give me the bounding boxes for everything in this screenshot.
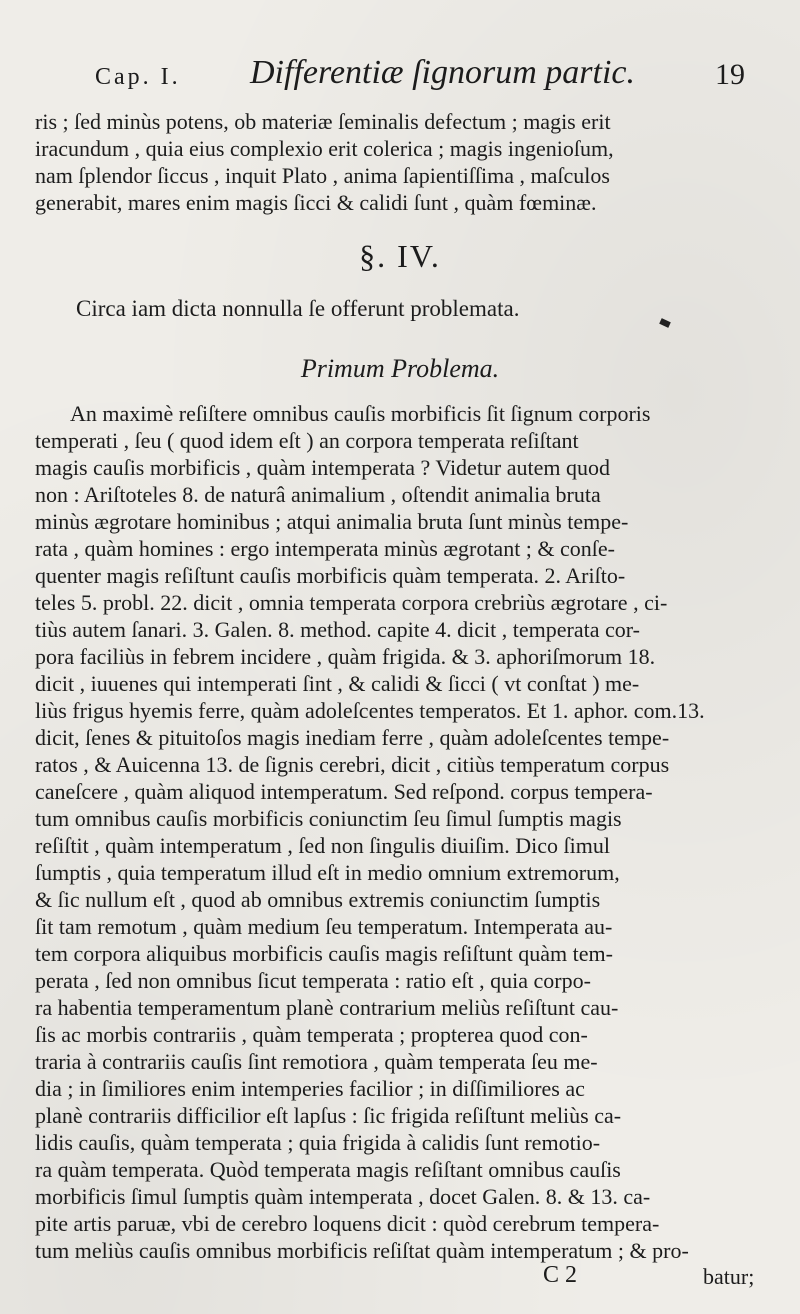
text-line: tem corpora aliquibus morbificis cauſis magis reſiſtunt quàm tem-	[35, 941, 613, 966]
text-line: ſit tam remotum , quàm medium ſeu temperatum. Intemperata au-	[35, 914, 613, 939]
page-number: 19	[715, 58, 745, 91]
text-line: teles 5. probl. 22. dicit , omnia temperata corpora crebriùs ægrotare , ci-	[35, 590, 668, 615]
text-line: An maximè reſiſtere omnibus cauſis morbificis ſit ſignum corporis	[70, 401, 651, 426]
catchword: batur;	[703, 1264, 755, 1289]
text-line: ris ; ſed minùs potens, ob materiæ ſeminalis defectum ; magis erit	[35, 109, 611, 134]
ink-blot	[659, 318, 671, 328]
text-line: nam ſplendor ſiccus , inquit Plato , anima ſapientiſſima , maſculos	[35, 163, 610, 188]
text-line: tiùs autem ſanari. 3. Galen. 8. method. capite 4. dicit , temperata cor-	[35, 617, 640, 642]
text-line: iracundum , quia eius complexio erit colerica ; magis ingenioſum,	[35, 136, 614, 161]
text-line: liùs frigus hyemis ferre, quàm adoleſcentes temperatos. Et 1. aphor. com.13.	[35, 698, 705, 723]
text-line: ſis ac morbis contrariis , quàm temperata ; propterea quod con-	[35, 1022, 588, 1047]
signature-mark: C 2	[543, 1262, 578, 1288]
text-line: tum meliùs cauſis omnibus morbificis reſiſtat quàm intemperatum ; & pro-	[35, 1238, 689, 1263]
intro-sentence: Circa iam dicta nonnulla ſe offerunt problemata.	[76, 296, 520, 321]
text-line: rata , quàm homines : ergo intemperata minùs ægrotant ; & conſe-	[35, 536, 616, 561]
text-line: ſumptis , quia temperatum illud eſt in medio omnium extremorum,	[35, 860, 620, 885]
text-line: planè contrariis difficilior eſt lapſus : ſic frigida reſiſtunt meliùs ca-	[35, 1103, 622, 1128]
text-line: pite artis paruæ, vbi de cerebro loquens dicit : quòd cerebrum tempera-	[35, 1211, 660, 1236]
section-heading: §. IV.	[359, 238, 441, 274]
text-line: minùs ægrotare hominibus ; atqui animalia bruta ſunt minùs tempe-	[35, 509, 629, 534]
text-line: reſiſtit , quàm intemperatum , ſed non ſingulis diuiſim. Dico ſimul	[35, 833, 610, 858]
text-line: dicit , iuuenes qui intemperati ſint , & calidi & ſicci ( vt conſtat ) me-	[35, 671, 640, 696]
text-line: tum omnibus cauſis morbificis coniunctim ſeu ſimul ſumptis magis	[35, 806, 622, 831]
text-line: perata , ſed non omnibus ſicut temperata : ratio eſt , quia corpo-	[35, 968, 591, 993]
chapter-label: Cap. I.	[95, 64, 181, 90]
running-header	[95, 56, 745, 100]
text-line: quenter magis reſiſtunt cauſis morbificis quàm temperata. 2. Ariſto-	[35, 563, 626, 588]
text-line: dicit, ſenes & pituitoſos magis inediam ferre , quàm adoleſcentes tempe-	[35, 725, 670, 750]
text-line: lidis cauſis, quàm temperata ; quia frigida à calidis ſunt remotio-	[35, 1130, 601, 1155]
text-line: ra habentia temperamentum planè contrarium meliùs reſiſtunt cau-	[35, 995, 619, 1020]
text-line: & ſic nullum eſt , quod ab omnibus extremis coniunctim ſumptis	[35, 887, 601, 912]
text-line: caneſcere , quàm aliquod intemperatum. Sed reſpond. corpus tempera-	[35, 779, 653, 804]
text-line: ra quàm temperata. Quòd temperata magis reſiſtant omnibus cauſis	[35, 1157, 621, 1182]
text-line: non : Ariſtoteles 8. de naturâ animalium , oſtendit animalia bruta	[35, 482, 601, 507]
text-line: morbificis ſimul ſumptis quàm intemperata , docet Galen. 8. & 13. ca-	[35, 1184, 651, 1209]
running-title: Differentiæ ſignorum partic.	[250, 54, 636, 91]
text-line: generabit, mares enim magis ſicci & calidi ſunt , quàm fœminæ.	[35, 190, 597, 215]
text-line: pora faciliùs in febrem incidere , quàm frigida. & 3. aphoriſmorum 18.	[35, 644, 656, 669]
problem-title: Primum Problema.	[300, 354, 500, 383]
text-line: magis cauſis morbificis , quàm intemperata ? Videtur autem quod	[35, 455, 611, 480]
text-line: ratos , & Auicenna 13. de ſignis cerebri, dicit , citiùs temperatum corpus	[35, 752, 670, 777]
text-line: traria à contrariis cauſis ſint remotiora , quàm temperata ſeu me-	[35, 1049, 598, 1074]
text-line: dia ; in ſimiliores enim intemperies facilior ; in diſſimiliores ac	[35, 1076, 585, 1101]
text-line: temperati , ſeu ( quod idem eſt ) an corpora temperata reſiſtant	[35, 428, 579, 453]
